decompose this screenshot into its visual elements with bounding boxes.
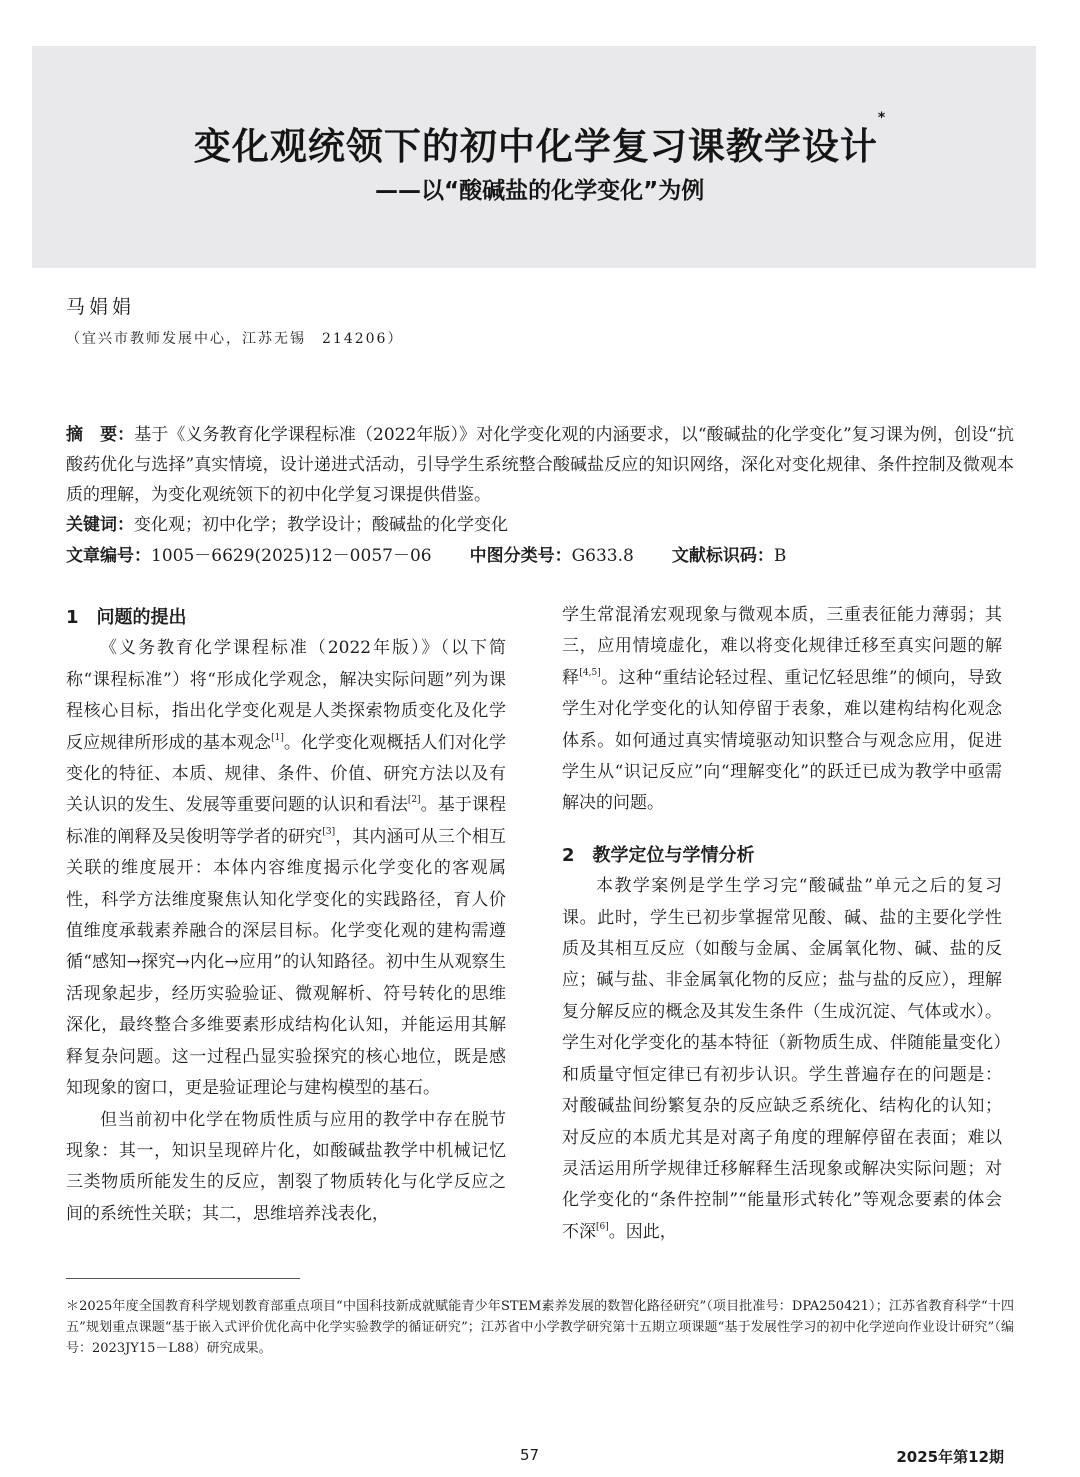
citation: [4,5]: [579, 667, 601, 678]
citation: [1]: [271, 732, 284, 743]
left-column: [66, 602, 506, 1230]
right-column: [562, 600, 1002, 1248]
funding-footnote: ＊2025年度全国教育科学规划教育部重点项目“中国科技新成就赋能青少年STEM素养发展的数智化路径研究”（项目批准号：DPA250421）；江苏省教育科学“十四五”规划重点课题“基于嵌入式评价优化高中化学实验教学的循证研究”；江苏省中小学教学研究第十五期立项课题“基于发展性学习的初中化学逆向作业设计研究”（编号：2023JY15－L88）研究成果。: [66, 1299, 1014, 1356]
funding-mark: *: [877, 110, 887, 126]
section-2-heading: 2 教学定位与学情分析: [562, 844, 755, 866]
page-number: 57: [520, 1446, 540, 1464]
clc-label: 中图分类号：: [469, 546, 572, 566]
author-name: 马娟娟: [66, 296, 136, 318]
section-1-paragraph-2: 但当前初中化学在物质性质与应用的教学中存在脱节现象：其一，知识呈现碎片化，如酸碱盐教学中机械记忆三类物质所能发生的反应，割裂了物质转化与化学反应之间的系统性关联；其二，思维培养浅表化，: [66, 1109, 506, 1224]
keywords-text: 变化观；初中化学；教学设计；酸碱盐的化学变化: [134, 515, 508, 535]
article-no-label: 文章编号：: [66, 546, 151, 566]
section-1-paragraph-1: 《义务教育化学课程标准（2022年版）》（以下简称“课程标准”）将“形成化学观念，解决实际问题”列为课程核心目标，指出化学变化观是人类探索物质变化及化学反应规律所形成的基本观念[1]。化学变化观概括人们对化学变化的特征、本质、规律、条件、价值、研究方法以及有关认识的发生、发展等重要问题的认识和看法[2]。基于课程标准的阐释及吴俊明等学者的研究[3]，其内涵可从三个相互关联的维度展开：本体内容维度揭示化学变化的客观属性，科学方法维度聚焦认知化学变化的实践路径，育人价值维度承载素养融合的深层目标。化学变化观的建构需遵循“感知→探究→内化→应用”的认知路径。初中生从观察生活现象起步，经历实验验证、微观解析、符号转化的思维深化，最终整合多维要素形成结构化认知，并能运用其解释复杂问题。这一过程凸显实验探究的核心地位，既是感知现象的窗口，更是验证理论与建构模型的基石。: [66, 638, 507, 1099]
article-no: 1005－6629(2025)12－0057－06: [151, 546, 432, 566]
article-meta: [66, 541, 1014, 566]
article-title: 变化观统领下的初中化学复习课教学设计*: [193, 110, 887, 168]
clc-code: G633.8: [571, 546, 634, 566]
abstract: [66, 420, 1014, 510]
abstract-text: 基于《义务教育化学课程标准（2022年版）》对化学变化观的内涵要求，以“酸碱盐的化学变化”复习课为例，创设“抗酸药优化与选择”真实情境，设计递进式活动，引导学生系统整合酸碱盐反应的知识网络，深化对变化规律、条件控制及微观本质的理解，为变化观统领下的初中化学复习课提供借鉴。: [66, 425, 1014, 505]
doc-code: B: [773, 546, 787, 566]
citation: [2]: [407, 795, 421, 806]
keywords-label: 关键词：: [66, 515, 134, 535]
footnote-divider: [66, 1278, 300, 1279]
citation: [3]: [322, 826, 336, 837]
section-1-paragraph-2-continued: 学生常混淆宏观现象与微观本质，三重表征能力薄弱；其三，应用情境虚化，难以将变化规律迁移至真实问题的解释[4,5]。这种“重结论轻过程、重记忆轻思维”的倾向，导致学生对化学变化的认知停留于表象，难以建构结构化观念体系。如何通过真实情境驱动知识整合与观念应用，促进学生从“识记反应”向“理解变化”的跃迁已成为教学中亟需解决的问题。: [562, 605, 1003, 814]
keywords: [66, 510, 508, 535]
section-2-paragraph-1: 本教学案例是学生学习完“酸碱盐”单元之后的复习课。此时，学生已初步掌握常见酸、碱、盐的主要化学性质及其相互反应（如酸与金属、金属氧化物、碱、盐的反应；碱与盐、非金属氧化物的反应；盐与盐的反应），理解复分解反应的概念及其发生条件（生成沉淀、气体或水）。学生对化学变化的基本特征（新物质生成、伴随能量变化）和质量守恒定律已有初步认识。学生普遍存在的问题是：对酸碱盐间纷繁复杂的反应缺乏系统化、结构化的认知；对反应的本质尤其是对离子角度的理解停留在表面；难以灵活运用所学规律迁移解释生活现象或解决实际问题；对化学变化的“条件控制”“能量形式转化”等观念要素的体会不深[6]。因此，: [562, 876, 1002, 1242]
article-subtitle: ——以“酸碱盐的化学变化”为例: [375, 178, 705, 204]
author-affiliation: （宜兴市教师发展中心，江苏无锡 214206）: [66, 331, 404, 347]
journal-issue: 2025年第12期: [896, 1448, 1004, 1466]
section-1-heading: 1 问题的提出: [66, 607, 187, 628]
doc-code-label: 文献标识码：: [671, 546, 774, 566]
citation: [6]: [596, 1221, 609, 1232]
abstract-label: 摘 要：: [66, 425, 135, 445]
